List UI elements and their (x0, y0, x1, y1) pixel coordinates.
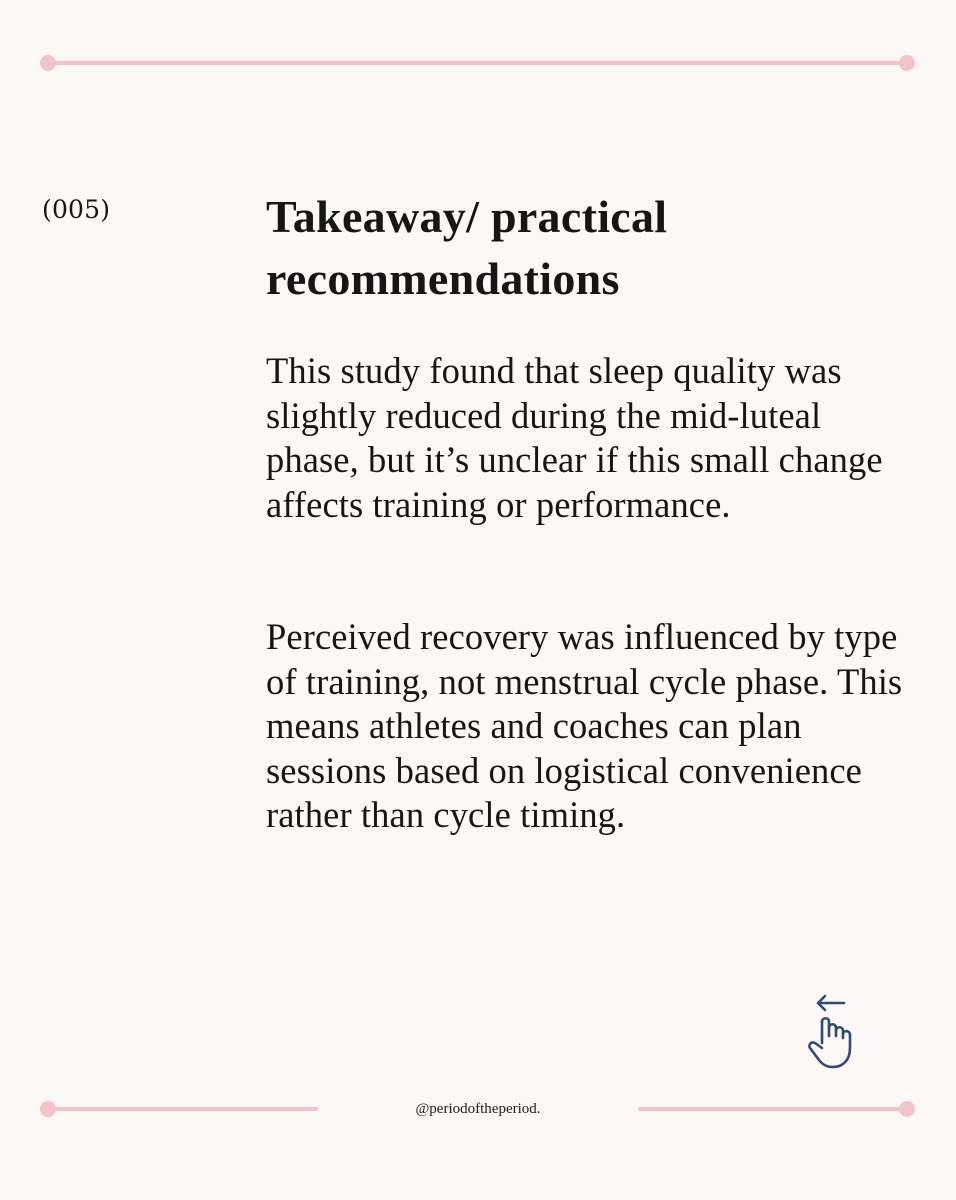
swipe-hand-icon (796, 990, 868, 1072)
bottom-divider-left-line (48, 1107, 318, 1111)
top-divider-left-dot (40, 55, 56, 71)
slide-title (266, 186, 906, 310)
bottom-divider-left-dot (40, 1101, 56, 1117)
top-divider-line (48, 61, 908, 65)
bottom-divider-right-line (638, 1107, 908, 1111)
body-paragraph-1: This study found that sleep quality was slightly reduced during the mid-luteal phase, but it’s unclear if this small change affects training or performance. (266, 350, 883, 525)
bottom-divider-right-dot (899, 1101, 915, 1117)
section-number: (005) (42, 195, 111, 224)
social-handle: @periodoftheperiod. (415, 1101, 541, 1117)
slide-title-line-2: recommendations (266, 253, 620, 304)
body-paragraph-2: Perceived recovery was influenced by type of training, not menstrual cycle phase. This means athletes and coaches can plan sessions based on logistical convenience rather than cycle timing. (266, 616, 903, 835)
slide-title-line-1: Takeaway/ practical (266, 191, 668, 242)
top-divider-right-dot (899, 55, 915, 71)
